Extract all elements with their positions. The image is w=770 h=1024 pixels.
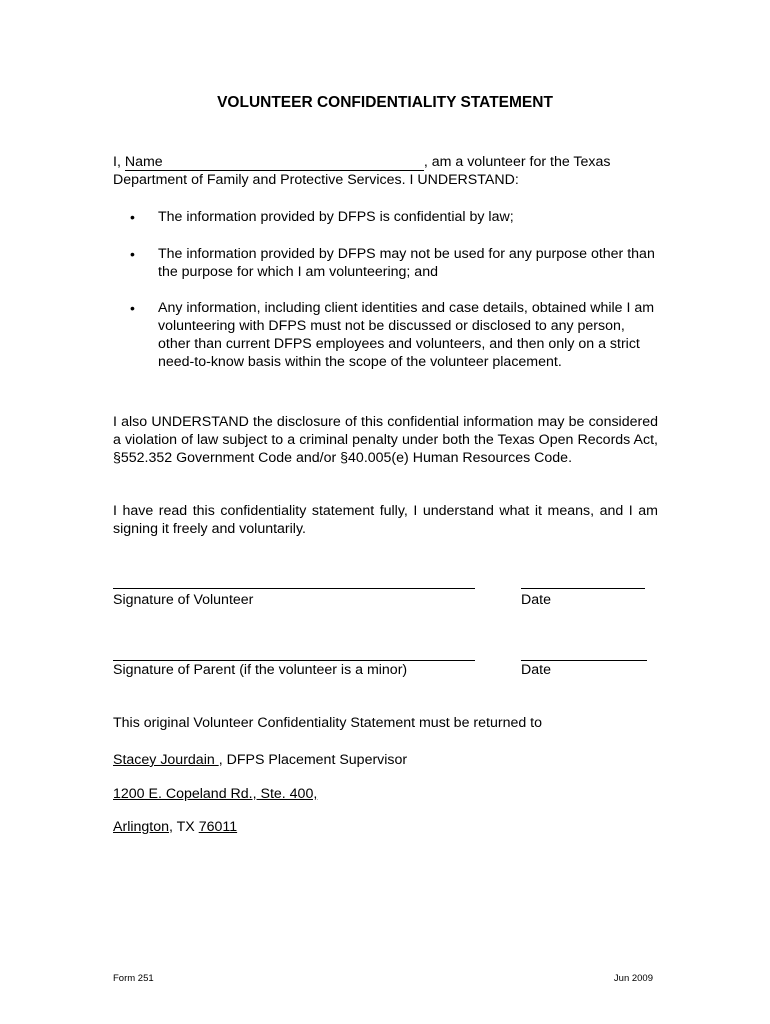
volunteer-signature-line[interactable] xyxy=(113,588,475,589)
street-address: 1200 E. Copeland Rd., Ste. 400, xyxy=(113,786,318,802)
bullet-icon: • xyxy=(130,300,135,316)
name-field[interactable] xyxy=(125,155,424,171)
bullet-icon: • xyxy=(130,246,135,262)
parent-signature-label: Signature of Parent (if the volunteer is a minor) xyxy=(113,662,408,678)
footer-form-number: Form 251 xyxy=(113,973,154,984)
parent-signature-line[interactable] xyxy=(113,660,475,661)
bullet-text: Any information, including client identities and case details, obtained while I am volunteering with DFPS must not be discussed or disclosed to any person, other than current DFPS employees and volunteers, and then only on a strict need-to-know basis within the scope of the volunteer placement. xyxy=(158,300,655,370)
state: , TX xyxy=(169,819,199,835)
bullet-item xyxy=(130,245,660,281)
footer-date: Jun 2009 xyxy=(613,973,653,984)
bullet-item xyxy=(130,208,660,226)
bullet-text: The information provided by DFPS may not be used for any purpose other than the purpose for which I am volunteering; and xyxy=(158,246,655,280)
volunteer-date-line[interactable] xyxy=(521,588,645,589)
intro-line-2: Department of Family and Protective Services. I UNDERSTAND: xyxy=(113,172,519,188)
intro-line-1 xyxy=(113,153,658,171)
parent-date-line[interactable] xyxy=(521,660,647,661)
return-city-line xyxy=(113,819,237,835)
contact-name: Stacey Jourdain xyxy=(113,752,219,768)
name-field-label: Name xyxy=(124,154,163,170)
return-street xyxy=(113,786,317,802)
read-paragraph: I have read this confidentiality statement fully, I understand what it means, and I am signing it freely and voluntarily. xyxy=(113,503,658,537)
intro-line1-suffix: , am a volunteer for the Texas xyxy=(423,154,611,170)
understand-paragraph: I also UNDERSTAND the disclosure of this confidential information may be considered a violation of law subject to a criminal penalty under both the Texas Open Records Act, §552.352 Government Code and/or §40.005(e) Human Resources Code. xyxy=(113,414,658,466)
bullet-icon: • xyxy=(130,209,135,225)
intro-paragraph xyxy=(113,153,658,189)
parent-date-label: Date xyxy=(521,662,551,678)
zip-code: 76011 xyxy=(198,819,238,835)
document-title: VOLUNTEER CONFIDENTIALITY STATEMENT xyxy=(217,94,553,111)
volunteer-date-label: Date xyxy=(521,592,551,608)
bullet-text: The information provided by DFPS is confidential by law; xyxy=(158,209,514,225)
return-contact xyxy=(113,752,407,768)
bullet-item xyxy=(130,299,660,371)
contact-title: , DFPS Placement Supervisor xyxy=(218,752,408,768)
city: Arlington xyxy=(113,819,169,835)
return-instruction: This original Volunteer Confidentiality Statement must be returned to xyxy=(113,715,543,731)
intro-prefix: I, xyxy=(113,154,125,170)
volunteer-signature-label: Signature of Volunteer xyxy=(113,592,254,608)
